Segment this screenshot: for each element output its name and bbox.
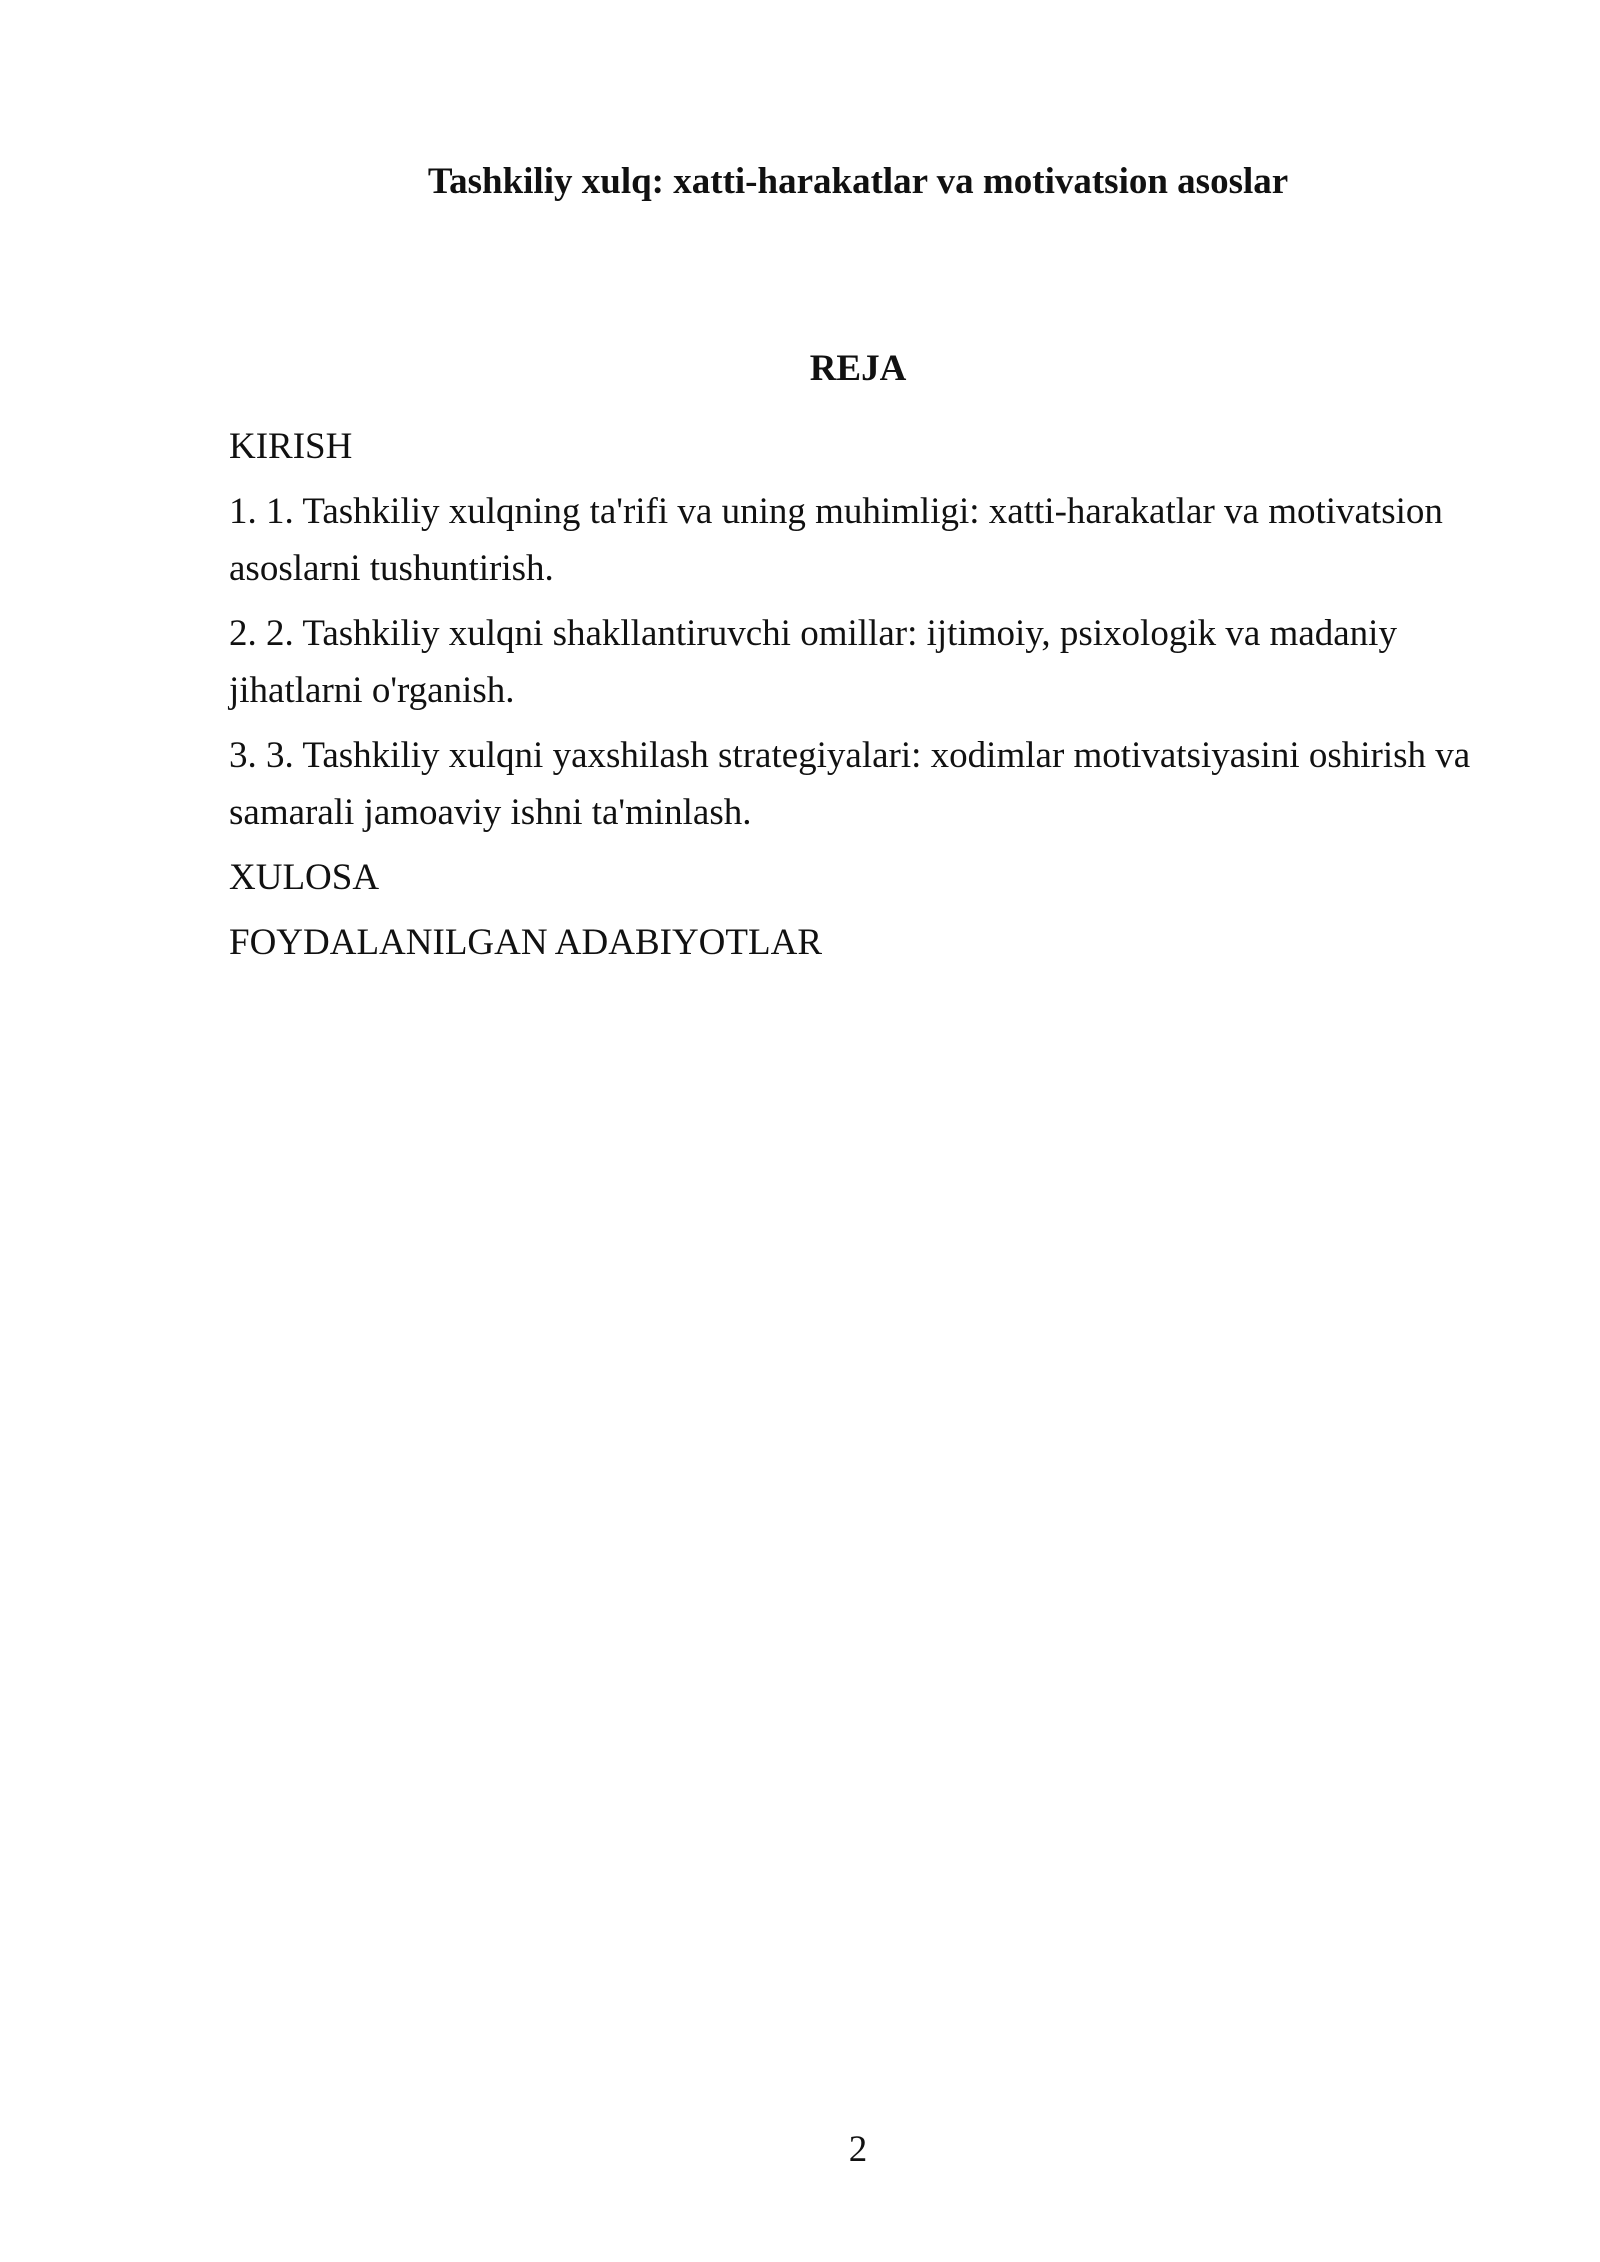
plan-heading: REJA bbox=[809, 348, 907, 389]
table-of-contents bbox=[229, 418, 1479, 979]
toc-item-section-1: 1. 1. Tashkiliy xulqning ta'rifi va uning muhimligi: xatti-harakatlar va motivatsion asoslarni tushuntirish. bbox=[229, 491, 1443, 589]
toc-item-conclusion: XULOSA bbox=[229, 857, 380, 898]
page-number: 2 bbox=[848, 2129, 868, 2170]
toc-item-introduction: KIRISH bbox=[229, 426, 353, 467]
document-title: Tashkiliy xulq: xatti-harakatlar va motivatsion asoslar bbox=[427, 161, 1289, 202]
toc-item-section-2: 2. 2. Tashkiliy xulqni shakllantiruvchi omillar: ijtimoiy, psixologik va madaniy jihatlarni o'rganish. bbox=[229, 613, 1397, 711]
toc-item-section-3: 3. 3. Tashkiliy xulqni yaxshilash strategiyalari: xodimlar motivatsiyasini oshirish va samarali jamoaviy ishni ta'minlash. bbox=[229, 735, 1471, 833]
toc-item-references: FOYDALANILGAN ADABIYOTLAR bbox=[229, 922, 822, 963]
